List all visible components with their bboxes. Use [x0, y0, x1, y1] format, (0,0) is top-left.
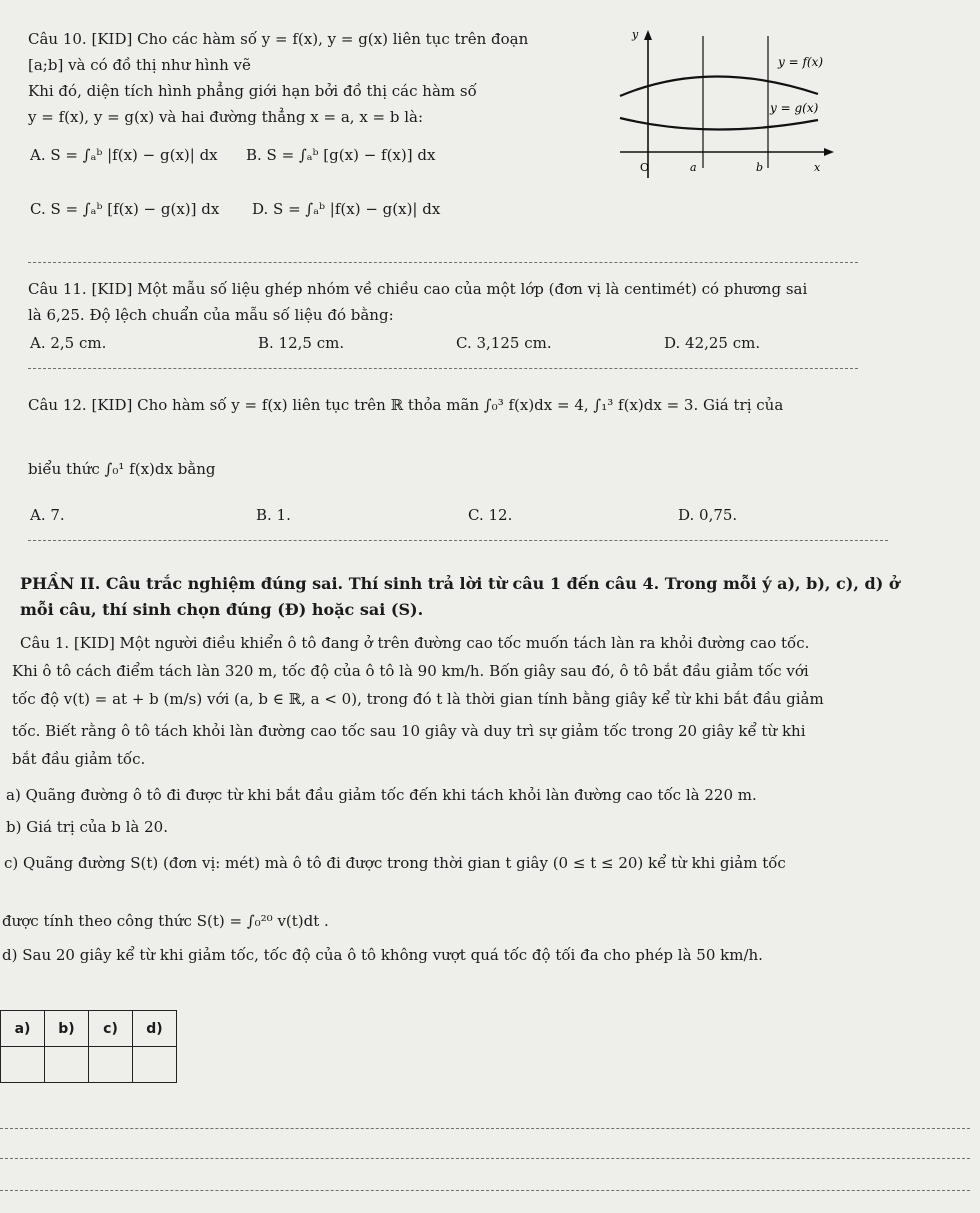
y-axis-label: y — [632, 28, 639, 41]
q10-option-d: D. S = ∫ₐᵇ |f(x) − g(x)| dx — [252, 200, 441, 218]
answer-header-c: c) — [89, 1011, 133, 1047]
divider-1 — [28, 262, 858, 263]
q11-option-b: B. 12,5 cm. — [258, 334, 345, 352]
q12-option-b: B. 1. — [256, 506, 291, 524]
q1-statement-d: d) Sau 20 giây kể từ khi giảm tốc, tốc độ của ô tô không vượt quá tốc độ tối đa cho phép là 50 km/h. — [2, 946, 763, 964]
q11-option-c: C. 3,125 cm. — [456, 334, 552, 352]
q1-line5: bắt đầu giảm tốc. — [12, 750, 146, 768]
answer-line-2 — [0, 1158, 970, 1159]
a-label: a — [690, 161, 697, 174]
q10-line4: y = f(x), y = g(x) và hai đường thẳng x = a, x = b là: — [28, 108, 424, 126]
q12-option-c: C. 12. — [468, 506, 513, 524]
divider-2 — [28, 368, 858, 369]
q1-statement-c-line1: c) Quãng đường S(t) (đơn vị: mét) mà ô tô đi được trong thời gian t giây (0 ≤ t ≤ 20) kể từ khi giảm tốc — [4, 854, 786, 872]
answer-line-3 — [0, 1190, 970, 1191]
q1-statement-b: b) Giá trị của b là 20. — [6, 818, 168, 836]
origin-label: O — [640, 161, 650, 174]
q11-option-a: A. 2,5 cm. — [30, 334, 107, 352]
q1-statement-c-line2: được tính theo công thức S(t) = ∫₀²⁰ v(t)dt . — [2, 912, 329, 930]
answer-cell-d[interactable] — [133, 1047, 177, 1083]
x-axis-label: x — [814, 161, 821, 174]
x-axis-arrow-icon — [824, 148, 834, 156]
q11-option-d: D. 42,25 cm. — [664, 334, 761, 352]
q11-line1: Câu 11. [KID] Một mẫu số liệu ghép nhóm về chiều cao của một lớp (đơn vị là centimét) có phương sai — [28, 280, 808, 298]
q10-option-a: A. S = ∫ₐᵇ |f(x) − g(x)| dx — [30, 146, 218, 164]
q1-statement-a: a) Quãng đường ô tô đi được từ khi bắt đầu giảm tốc đến khi tách khỏi làn đường cao tốc là 220 m. — [6, 786, 757, 804]
q1-line4: tốc. Biết rằng ô tô tách khỏi làn đường cao tốc sau 10 giây và duy trì sự giảm tốc trong 20 giây kể từ khi — [12, 722, 806, 740]
q10-graph — [618, 28, 838, 188]
answer-header-b: b) — [45, 1011, 89, 1047]
q10-option-b: B. S = ∫ₐᵇ [g(x) − f(x)] dx — [246, 146, 436, 164]
y-axis-arrow-icon — [644, 30, 652, 40]
answer-table — [0, 1010, 177, 1083]
q1-line2: Khi ô tô cách điểm tách làn 320 m, tốc độ của ô tô là 90 km/h. Bốn giây sau đó, ô tô bắt đầu giảm tốc với — [12, 662, 809, 680]
q1-line3: tốc độ v(t) = at + b (m/s) với (a, b ∈ ℝ, a < 0), trong đó t là thời gian tính bằng giây kể từ khi bắt đầu giảm — [12, 690, 824, 708]
q1-line1: Câu 1. [KID] Một người điều khiển ô tô đang ở trên đường cao tốc muốn tách làn ra khỏi đường cao tốc. — [20, 634, 810, 652]
q11-line2: là 6,25. Độ lệch chuẩn của mẫu số liệu đó bằng: — [28, 306, 394, 324]
divider-3 — [28, 540, 888, 541]
answer-line-1 — [0, 1128, 970, 1129]
answer-cell-a[interactable] — [1, 1047, 45, 1083]
part2-heading-line2: mỗi câu, thí sinh chọn đúng (Đ) hoặc sai (S). — [20, 600, 424, 619]
q10-line3: Khi đó, diện tích hình phẳng giới hạn bởi đồ thị các hàm số — [28, 82, 477, 100]
q12-line1: Câu 12. [KID] Cho hàm số y = f(x) liên tục trên ℝ thỏa mãn ∫₀³ f(x)dx = 4, ∫₁³ f(x)dx = 3. Giá trị của — [28, 396, 784, 414]
curve-g — [620, 118, 818, 130]
q10-line2: [a;b] và có đồ thị như hình vẽ — [28, 56, 251, 74]
q12-option-a: A. 7. — [30, 506, 65, 524]
answer-cell-b[interactable] — [45, 1047, 89, 1083]
q10-line1: Câu 10. [KID] Cho các hàm số y = f(x), y = g(x) liên tục trên đoạn — [28, 30, 529, 48]
answer-header-a: a) — [1, 1011, 45, 1047]
q12-line2: biểu thức ∫₀¹ f(x)dx bằng — [28, 460, 216, 478]
b-label: b — [756, 161, 764, 174]
curve-f — [620, 76, 818, 96]
answer-header-d: d) — [133, 1011, 177, 1047]
answer-cell-c[interactable] — [89, 1047, 133, 1083]
f-label: y = f(x) — [778, 55, 824, 69]
q12-option-d: D. 0,75. — [678, 506, 738, 524]
g-label: y = g(x) — [770, 101, 819, 115]
part2-heading-line1: PHẦN II. Câu trắc nghiệm đúng sai. Thí sinh trả lời từ câu 1 đến câu 4. Trong mỗi ý a), b), c), d) ở — [20, 574, 900, 593]
q10-option-c: C. S = ∫ₐᵇ [f(x) − g(x)] dx — [30, 200, 220, 218]
